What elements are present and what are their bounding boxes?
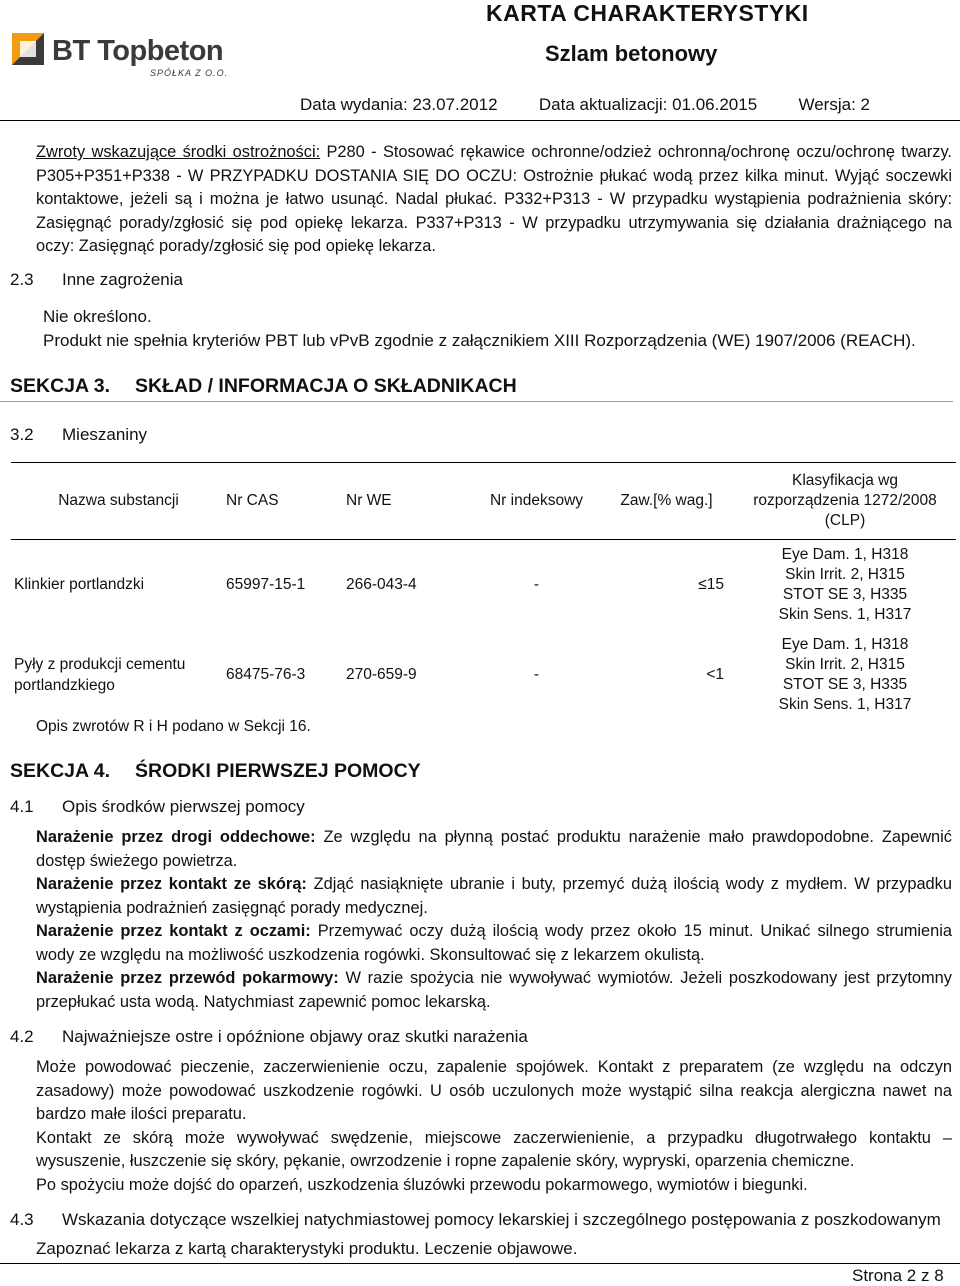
table-note: Opis zwrotów R i H podano w Sekcji 16. [36,718,311,735]
concentration: <1 [706,666,724,683]
header-cas: Nr CAS [226,463,346,540]
index-number: - [533,576,540,593]
substance-name-line: Pyły z produkcji cementu [14,656,186,673]
subsection-3-2-title: Mieszaniny [62,425,148,444]
symptoms-paragraph: Może powodować pieczenie, zaczerwienienie oczu, zapalenie spojówek. Kontakt z preparatem (ze względu na odczyn zasadowy) może powodować uszkodzenie rogówki. U osób uczulonych może wystąpić silna reakcja alergiczna nawet na bardzo małe ilości preparatu. [36,1058,952,1123]
substance-name: Klinkier portlandzki [14,576,145,593]
first-aid-route: Narażenie przez przewód pokarmowy: [36,969,339,987]
document-title: KARTA CHARAKTERYSTYKI [486,0,809,26]
section-3-label: SEKCJA 3. [10,375,111,397]
product-name: Szlam betonowy [545,41,718,66]
first-aid-item [36,826,952,873]
header-we: Nr WE [346,463,474,540]
first-aid-item [36,967,952,1014]
table-row [11,540,956,631]
we-number: 270-659-9 [346,666,417,683]
precautions-label: Zwroty wskazujące środki ostrożności: [36,143,321,161]
subsection-3-2-number: 3.2 [10,425,34,444]
section-3-title: SKŁAD / INFORMACJA O SKŁADNIKACH [135,375,517,397]
first-aid-text: W razie spożycia nie wywoływać wymiotów. Jeżeli poszkodowany jest przytomny przepłukać usta wodą. Natychmiast zapewnić pomoc lekarską. [36,969,952,1011]
company-subtitle: SPÓŁKA Z O.O. [150,68,229,78]
first-aid-route: Narażenie przez kontakt ze skórą: [36,875,307,893]
version: Wersja: 2 [798,95,870,114]
first-aid-item [36,920,952,967]
header-name: Nazwa substancji [11,463,226,540]
classification-line: Skin Sens. 1, H317 [778,606,912,623]
section-4-label: SEKCJA 4. [10,760,111,782]
class-header-line: (CLP) [824,512,866,529]
update-date: Data aktualizacji: 01.06.2015 [538,95,758,114]
company-name: BT Topbeton [52,35,224,67]
classification-line: STOT SE 3, H335 [782,586,908,603]
page-number: Strona 2 z 8 [852,1266,944,1285]
medical-attention-text: Zapoznać lekarza z kartą charakterystyki produktu. Leczenie objawowe. [36,1239,578,1258]
symptoms-text [36,1056,952,1197]
classification-line: Eye Dam. 1, H318 [781,546,909,563]
symptoms-paragraph: Kontakt ze skórą może wywoływać swędzenie, miejscowe zaczerwienienie, a przypadku długotrwałego kontaktu – wysuszenie, łuszczenie się skóry, pękanie, owrzodzenie i ropne zapalenie skóry, wypryski, oparzenia chemiczne. [36,1128,952,1170]
header-concentration: Zaw.[% wag.] [599,463,734,540]
classification [734,630,956,720]
first-aid-list [36,826,952,1014]
cas-number: 65997-15-1 [226,576,306,593]
precautions-line1: P280 - Stosować rękawice ochronne/odzież ochronną/ochronę oczu/ochronę [320,143,895,161]
index-number: - [533,666,540,683]
classification-line: Skin Irrit. 2, H315 [785,656,905,673]
subsection-4-3-title: Wskazania dotyczące wszelkiej natychmiastowej pomocy lekarskiej i szczególnego postępowania z poszkodowanym [62,1210,941,1229]
header-divider [0,120,960,121]
first-aid-route: Narażenie przez kontakt z oczami: [36,922,311,940]
subsection-2-3-number: 2.3 [10,270,34,289]
section-4-title: ŚRODKI PIERWSZEJ POMOCY [135,760,421,782]
precautions-text: twarzy. P305+P351+P338 - W PRZYPADKU DOSTANIA SIĘ DO OCZU: Ostrożnie płukać wodą przez kilka minut. Wyjąć soczewki kontaktowe, jeżeli są i można je łatwo usunąć. Nadal płukać. P332+P313 - W przypadku wystąpienia podrażnienia skóry: Zasięgnąć porady/zgłosić się pod opiekę lekarza. P337+P313 - W przypadku utrzymywania się działania drażniącego na oczy: Zasięgnąć porady/zgłosić się pod opiekę lekarza. [36,143,952,255]
pbt-statement: Produkt nie spełnia kryteriów PBT lub vPvB zgodnie z załącznikiem XIII Rozporządzenia (WE) 1907/2006 (REACH). [43,331,916,350]
subsection-4-2-number: 4.2 [10,1027,34,1046]
classification-line: Skin Sens. 1, H317 [778,696,912,713]
cas-number: 68475-76-3 [226,666,306,683]
section-3-heading [0,375,953,402]
other-hazards-text: Nie określono. [43,307,152,326]
concentration: ≤15 [698,576,724,593]
subsection-2-3-title: Inne zagrożenia [62,270,183,289]
table-row [11,630,956,720]
first-aid-route: Narażenie przez drogi oddechowe: [36,828,316,846]
first-aid-text: Przemywać oczy dużą ilością wody przez około 15 minut. Unikać silnego strumienia wody ze względu na możliwość uszkodzenia rogówki. Skonsultować się z lekarzem okulistą. [36,922,952,964]
header-index: Nr indeksowy [474,463,599,540]
table-header-row [11,463,956,540]
footer-divider [0,1263,960,1264]
composition-table [11,462,956,720]
first-aid-text: Ze względu na płynną postać produktu narażenie mało prawdopodobne. Zapewnić dostęp świeżego powietrza. [36,828,952,870]
precautions-paragraph [36,141,952,259]
class-header-line: rozporządzenia 1272/2008 [753,492,937,509]
subsection-4-1-title: Opis środków pierwszej pomocy [62,797,305,816]
subsection-4-3-number: 4.3 [10,1210,34,1229]
classification [734,540,956,631]
subsection-4-1-number: 4.1 [10,797,34,816]
substance-name-line: portlandzkiego [14,677,115,694]
issue-date: Data wydania: 23.07.2012 [300,95,498,114]
classification-line: STOT SE 3, H335 [782,676,908,693]
company-logo-icon [12,33,44,65]
document-meta [300,95,870,115]
classification-line: Eye Dam. 1, H318 [781,636,909,653]
we-number: 266-043-4 [346,576,417,593]
symptoms-paragraph: Po spożyciu może dojść do oparzeń, uszkodzenia śluzówki przewodu pokarmowego, wymiotów i biegunki. [36,1175,808,1194]
first-aid-item [36,873,952,920]
substance-name [11,630,226,720]
subsection-4-2-title: Najważniejsze ostre i opóźnione objawy oraz skutki narażenia [62,1027,528,1046]
class-header-line: Klasyfikacja wg [792,472,898,489]
classification-line: Skin Irrit. 2, H315 [785,566,905,583]
header-classification [734,463,956,540]
first-aid-text: Zdjąć nasiąknięte ubranie i buty, przemyć dużą ilością wody z mydłem. W przypadku wystąpienia podrażnień zasięgnąć porady medycznej. [36,875,952,917]
